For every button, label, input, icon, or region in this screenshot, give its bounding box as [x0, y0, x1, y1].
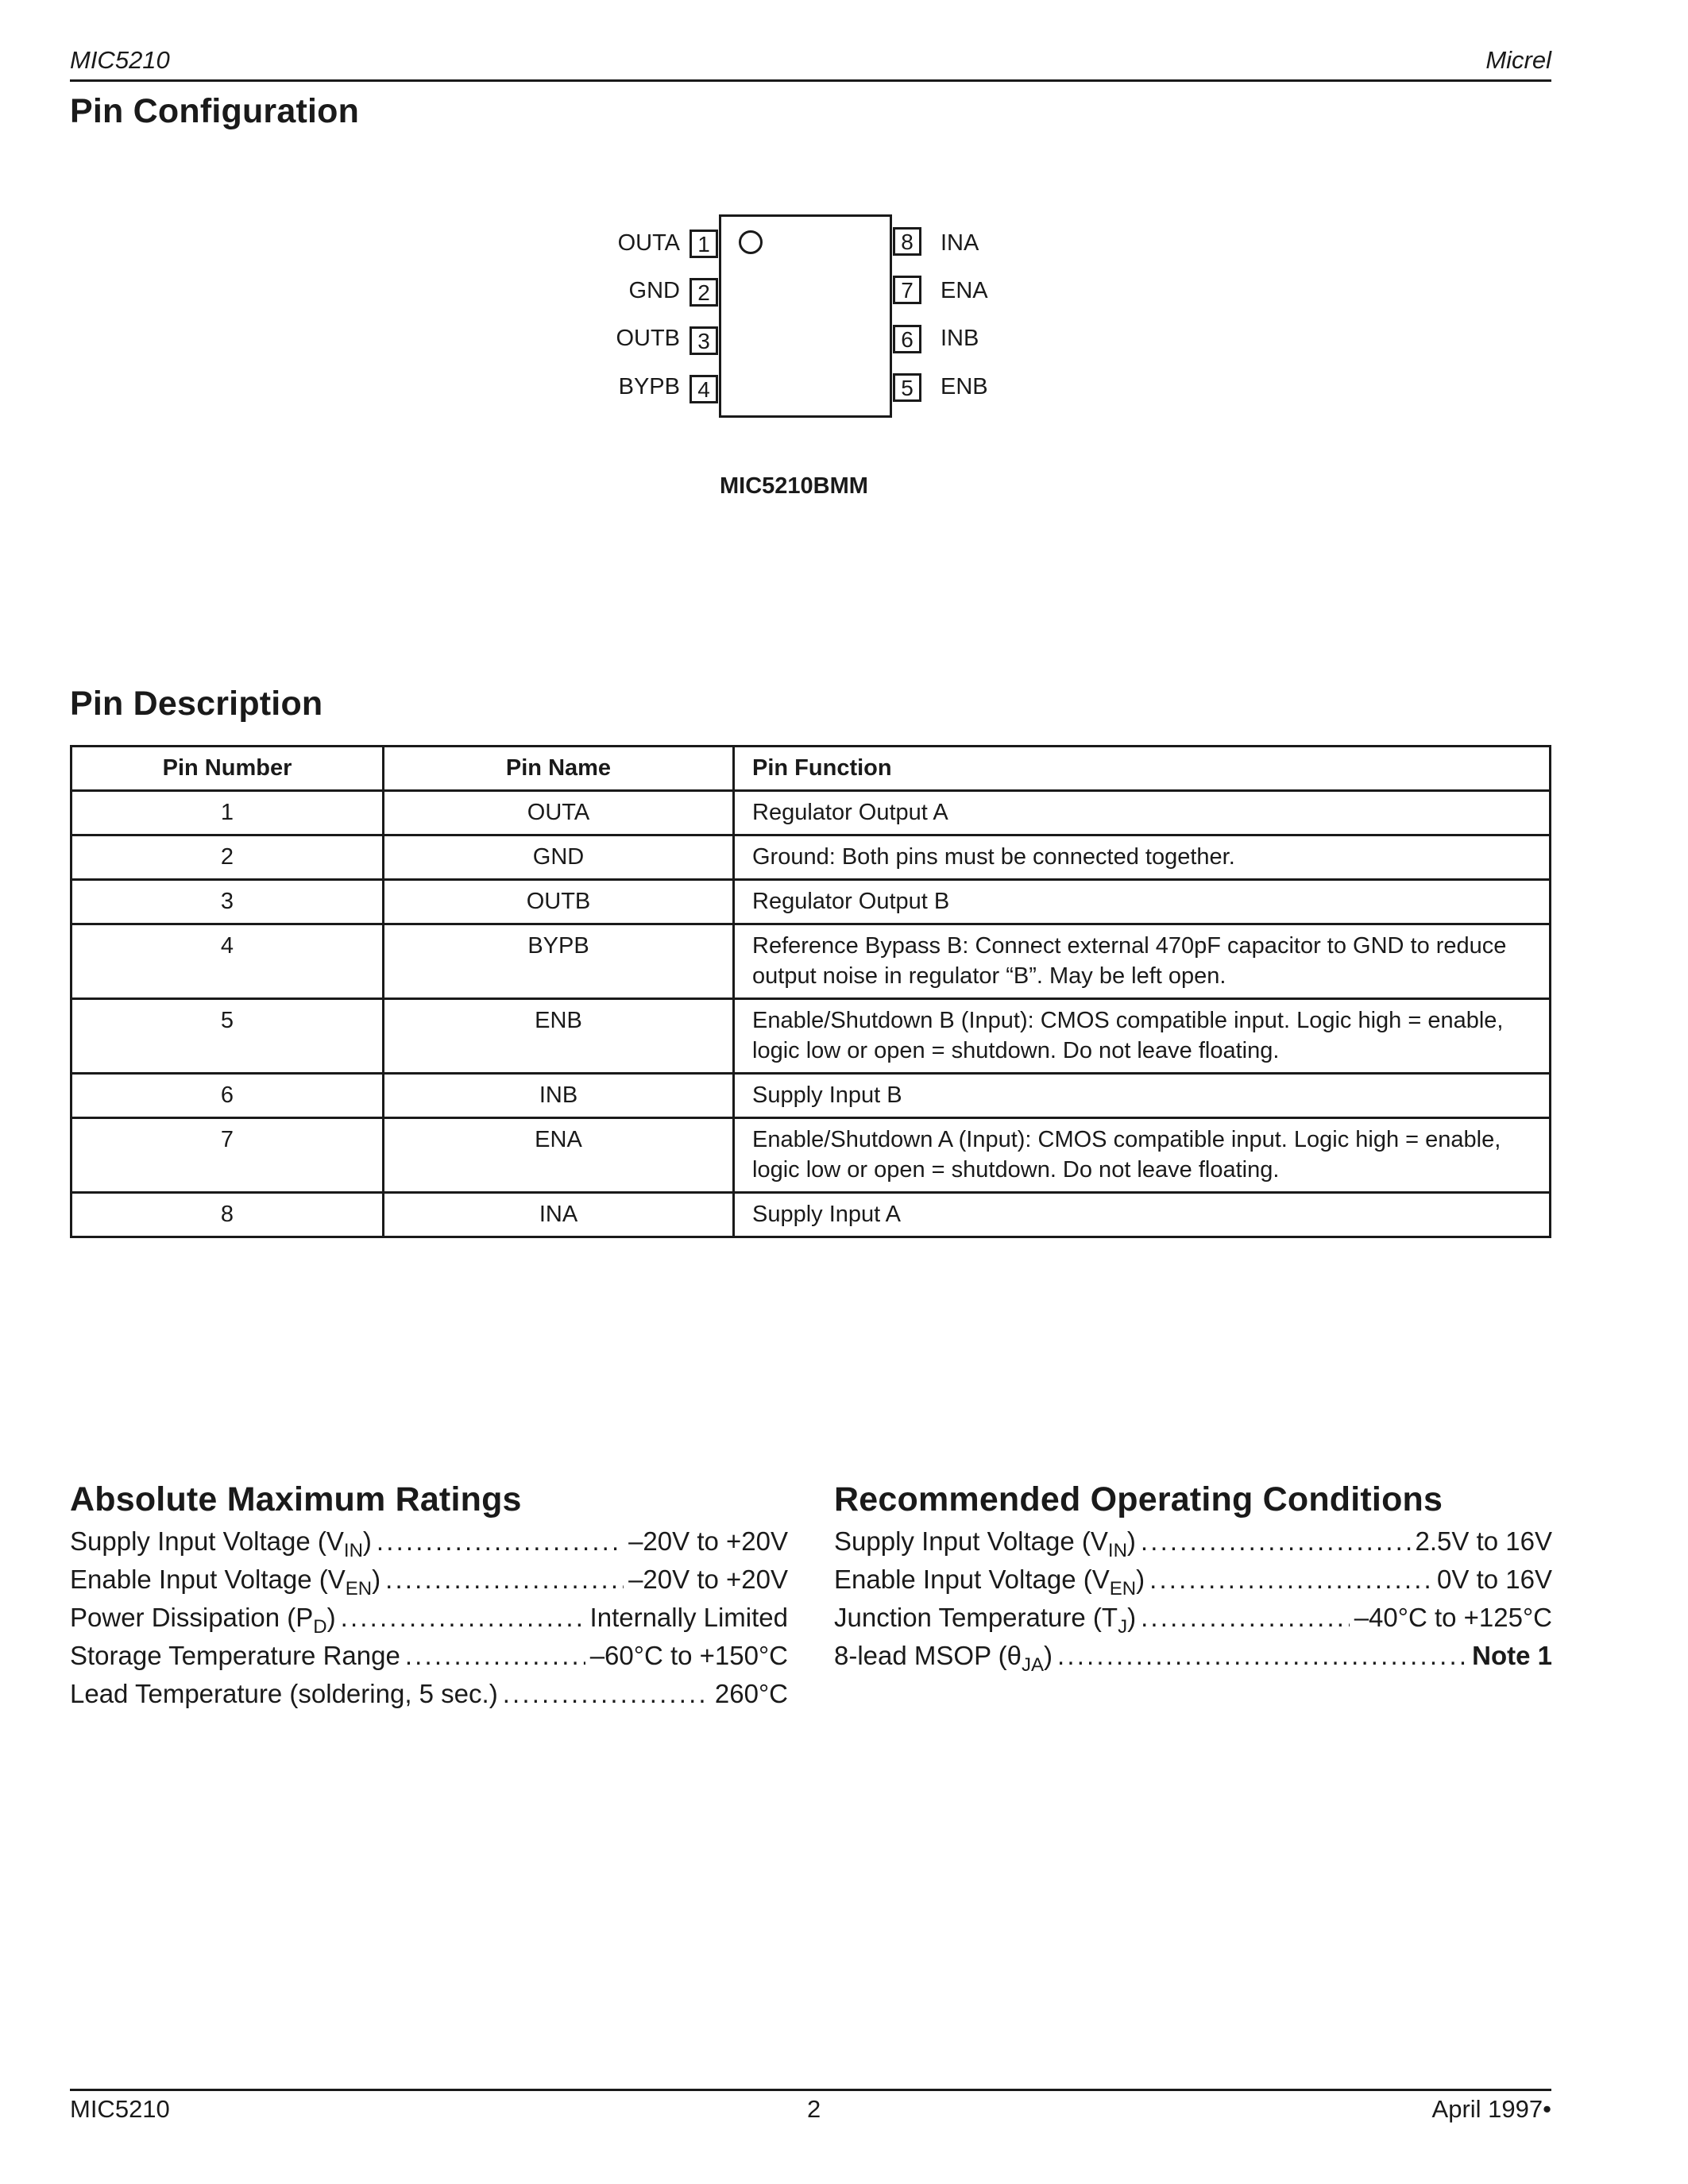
- cell-pin-function: Enable/Shutdown B (Input): CMOS compatible input. Logic high = enable, logic low or open = shutdown. Do not leave floating.: [734, 999, 1551, 1074]
- rating-value: 2.5V to 16V: [1415, 1526, 1552, 1556]
- absolute-max-title: Absolute Maximum Ratings: [70, 1480, 522, 1518]
- abs-max-item: [70, 1565, 788, 1601]
- cell-pin-function: Supply Input A: [734, 1193, 1551, 1237]
- recommended-item: [834, 1603, 1552, 1639]
- pin-label-5: ENB: [941, 374, 988, 399]
- dot-leader: [1141, 1603, 1350, 1633]
- rating-label: Storage Temperature Range: [70, 1641, 400, 1670]
- dot-leader: [341, 1603, 585, 1633]
- rating-value: –40°C to +125°C: [1354, 1603, 1552, 1632]
- footer-date: April 1997•: [1431, 2095, 1551, 2123]
- pin-label-7: ENA: [941, 278, 988, 303]
- recommended-item: [834, 1565, 1552, 1601]
- cell-pin-name: BYPB: [384, 924, 734, 999]
- pin-label-4: BYPB: [618, 374, 680, 399]
- pin-description-table: [70, 745, 1551, 1238]
- cell-pin-name: GND: [384, 835, 734, 880]
- header-company: Micrel: [1485, 46, 1551, 74]
- rating-label: Power Dissipation $(P_D)$: [70, 1603, 336, 1638]
- pin-description-title: Pin Description: [70, 685, 323, 723]
- pin-label-1: OUTA: [617, 230, 680, 256]
- pin-number-3: 3: [689, 326, 718, 355]
- footer-part-number: MIC5210: [70, 2095, 170, 2123]
- cell-pin-name: INA: [384, 1193, 734, 1237]
- pin-number-1: 1: [689, 230, 718, 258]
- pin-number-2: 2: [689, 278, 718, 307]
- dot-leader: [1149, 1565, 1432, 1595]
- abs-max-item: [70, 1603, 788, 1639]
- abs-max-item: [70, 1641, 788, 1677]
- cell-pin-function: Enable/Shutdown A (Input): CMOS compatible input. Logic high = enable, logic low or open = shutdown. Do not leave floating.: [734, 1118, 1551, 1193]
- cell-pin-function: Regulator Output A: [734, 791, 1551, 835]
- cell-pin-name: INB: [384, 1074, 734, 1118]
- rating-label: Junction Temperature $(T_J)$: [834, 1603, 1137, 1638]
- recommended-title: Recommended Operating Conditions: [834, 1480, 1443, 1518]
- dot-leader: [385, 1565, 624, 1595]
- footer-rule: [70, 2089, 1551, 2091]
- cell-pin-function: Supply Input B: [734, 1074, 1551, 1118]
- header-pin-number: Pin Number: [71, 747, 384, 791]
- header-rule: [70, 79, 1551, 82]
- rating-value: 0V to 16V: [1437, 1565, 1552, 1594]
- cell-pin-name: ENB: [384, 999, 734, 1074]
- dot-leader: [1057, 1641, 1467, 1671]
- cell-pin-function: Reference Bypass B: Connect external 470pF capacitor to GND to reduce output noise in regulator “B”. May be left open.: [734, 924, 1551, 999]
- cell-pin-function: Regulator Output B: [734, 880, 1551, 924]
- table-row: [71, 1118, 1551, 1193]
- rating-value: –60°C to +150°C: [589, 1641, 788, 1670]
- table-row: [71, 1193, 1551, 1237]
- cell-pin-name: OUTB: [384, 880, 734, 924]
- footer-page-number: 2: [807, 2095, 821, 2123]
- rating-value: –20V to +20V: [628, 1565, 788, 1594]
- dot-leader: [405, 1641, 585, 1671]
- cell-pin-number: 5: [71, 999, 384, 1074]
- table-row: [71, 1074, 1551, 1118]
- pin-number-7: 7: [893, 276, 921, 304]
- pin-label-6: INB: [941, 326, 979, 351]
- rating-label: Enable Input Voltage $(V_{EN})$: [70, 1565, 381, 1599]
- pin-number-5: 5: [893, 373, 921, 402]
- table-row: [71, 835, 1551, 880]
- cell-pin-number: 1: [71, 791, 384, 835]
- pin-label-3: OUTB: [616, 326, 680, 351]
- dot-leader: [1141, 1526, 1411, 1557]
- header-pin-name: Pin Name: [384, 747, 734, 791]
- header-pin-function: Pin Function: [734, 747, 1551, 791]
- rating-label: Enable Input Voltage $(V_{EN})$: [834, 1565, 1145, 1599]
- abs-max-item: [70, 1679, 788, 1715]
- cell-pin-number: 6: [71, 1074, 384, 1118]
- pin-number-6: 6: [893, 325, 921, 353]
- table-row: [71, 791, 1551, 835]
- cell-pin-number: 8: [71, 1193, 384, 1237]
- table-row: [71, 880, 1551, 924]
- note-link[interactable]: Note 1: [1472, 1641, 1552, 1670]
- table-row: [71, 924, 1551, 999]
- cell-pin-function: Ground: Both pins must be connected together.: [734, 835, 1551, 880]
- rating-label: Supply Input Voltage $(V_{IN})$: [834, 1526, 1136, 1561]
- pin-label-2: GND: [628, 278, 680, 303]
- rating-value: 260°C: [714, 1679, 788, 1708]
- pin-number-8: 8: [893, 227, 921, 256]
- pin1-marker-icon: [739, 230, 763, 254]
- recommended-item: [834, 1641, 1552, 1677]
- recommended-item: [834, 1526, 1552, 1563]
- pin-label-8: INA: [941, 230, 979, 256]
- cell-pin-name: ENA: [384, 1118, 734, 1193]
- pin-configuration-title: Pin Configuration: [70, 92, 360, 130]
- rating-label: Supply Input Voltage $(V_{IN})$: [70, 1526, 372, 1561]
- header-part-number: MIC5210: [70, 46, 170, 74]
- cell-pin-number: 4: [71, 924, 384, 999]
- rating-value: –20V to +20V: [628, 1526, 788, 1556]
- cell-pin-number: 3: [71, 880, 384, 924]
- table-header-row: [71, 747, 1551, 791]
- rating-label: 8-lead MSOP $(\theta_{JA})$: [834, 1641, 1053, 1676]
- rating-value: Internally Limited: [589, 1603, 788, 1632]
- abs-max-item: [70, 1526, 788, 1563]
- table-row: [71, 999, 1551, 1074]
- rating-label: Lead Temperature (soldering, 5 sec.): [70, 1679, 498, 1708]
- dot-leader: [377, 1526, 624, 1557]
- cell-pin-name: OUTA: [384, 791, 734, 835]
- part-label: MIC5210BMM: [720, 473, 868, 499]
- dot-leader: [503, 1679, 710, 1709]
- pin-number-4: 4: [689, 375, 718, 403]
- cell-pin-number: 2: [71, 835, 384, 880]
- cell-pin-number: 7: [71, 1118, 384, 1193]
